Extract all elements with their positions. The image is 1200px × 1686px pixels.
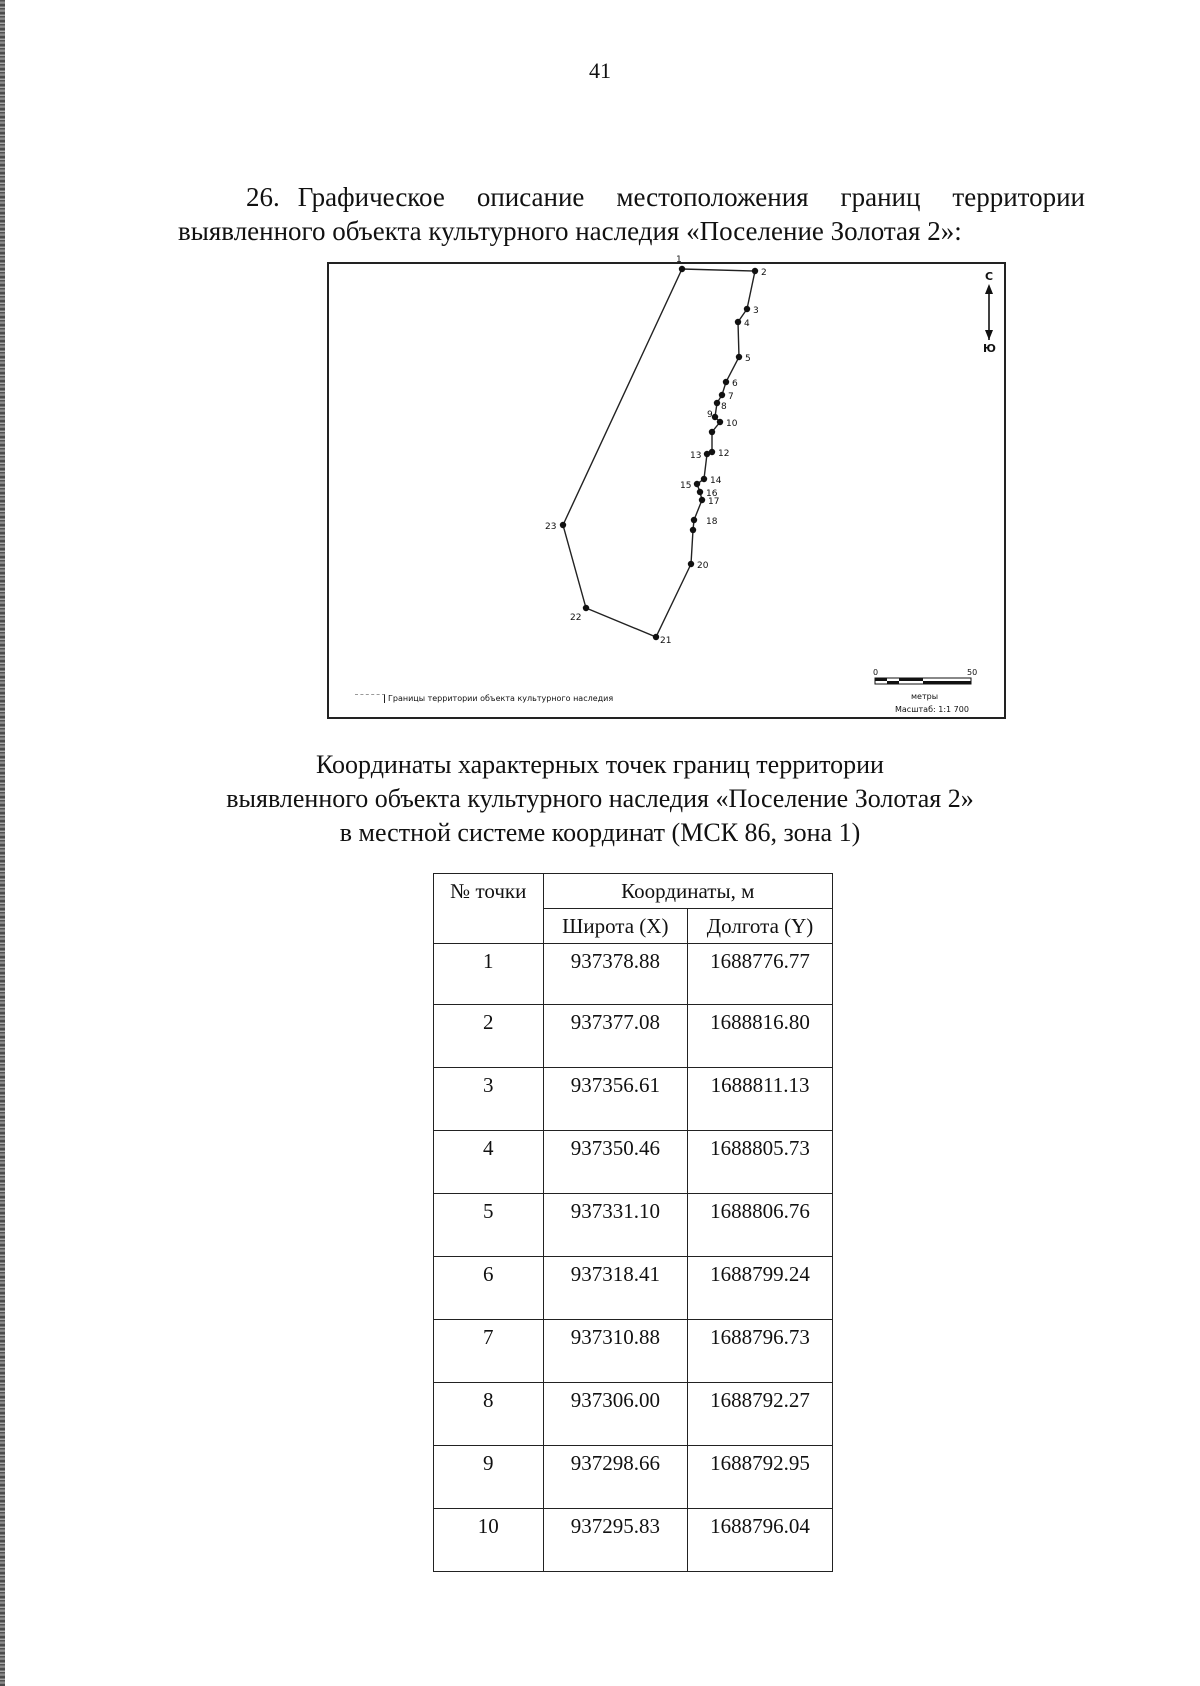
boundary-point-marker — [701, 476, 707, 482]
boundary-point-label: 10 — [726, 419, 738, 429]
table-row — [434, 944, 833, 1005]
header-point-number: № точки — [434, 874, 544, 944]
coordinates-title — [0, 748, 1200, 850]
heading-index: 26. — [246, 182, 280, 212]
boundary-point-marker — [653, 634, 659, 640]
table-cell-num: 8 — [434, 1383, 544, 1446]
boundary-point-label: 7 — [728, 392, 734, 402]
table-cell-x: 937298.66 — [543, 1446, 688, 1509]
boundary-point-marker — [691, 517, 697, 523]
table-cell-x: 937295.83 — [543, 1509, 688, 1572]
scale-ratio-label: Масштаб: 1:1 700 — [895, 705, 969, 714]
compass-arrow-head-icon — [985, 284, 993, 294]
boundary-point-marker — [583, 605, 589, 611]
table-cell-x: 937350.46 — [543, 1131, 688, 1194]
header-latitude: Широта (X) — [543, 909, 688, 944]
coordinates-title-line-3: в местной системе координат (МСК 86, зона 1) — [339, 818, 861, 847]
table-cell-y: 1688776.77 — [688, 944, 833, 1005]
boundary-point-label: 15 — [680, 481, 692, 491]
table-cell-num: 5 — [434, 1194, 544, 1257]
boundary-point-label: 3 — [753, 306, 759, 316]
map-legend — [355, 694, 613, 703]
boundary-point-marker — [699, 497, 705, 503]
table-cell-y: 1688796.04 — [688, 1509, 833, 1572]
boundary-map — [327, 255, 1006, 719]
compass-south-label: Ю — [983, 342, 996, 355]
table-row — [434, 1005, 833, 1068]
table-cell-y: 1688792.27 — [688, 1383, 833, 1446]
boundary-point-label: 13 — [690, 451, 702, 461]
boundary-point-marker — [712, 414, 718, 420]
boundary-point-marker — [719, 392, 725, 398]
table-cell-x: 937318.41 — [543, 1257, 688, 1320]
header-longitude: Долгота (Y) — [688, 909, 833, 944]
boundary-point-marker — [714, 400, 720, 406]
table-row — [434, 1509, 833, 1572]
table-cell-x: 937356.61 — [543, 1068, 688, 1131]
table-row — [434, 1257, 833, 1320]
table-cell-num: 7 — [434, 1320, 544, 1383]
boundary-point-marker — [679, 266, 685, 272]
boundary-point-label: 22 — [570, 613, 582, 623]
header-coordinates: Координаты, м — [543, 874, 832, 909]
scale-bar — [875, 678, 971, 684]
table-cell-x: 937331.10 — [543, 1194, 688, 1257]
compass-arrow-tail-icon — [985, 330, 993, 340]
scale-unit-label: метры — [911, 692, 939, 701]
boundary-point-label: 6 — [732, 379, 738, 389]
table-row — [434, 1131, 833, 1194]
table-cell-num: 1 — [434, 944, 544, 1005]
boundary-map-drawing — [329, 255, 1004, 717]
table-cell-num: 4 — [434, 1131, 544, 1194]
table-cell-x: 937377.08 — [543, 1005, 688, 1068]
coordinates-title-line-1: Координаты характерных точек границ территории — [316, 750, 884, 779]
boundary-point-label: 5 — [745, 354, 751, 364]
table-cell-num: 2 — [434, 1005, 544, 1068]
table-cell-y: 1688805.73 — [688, 1131, 833, 1194]
boundary-point-marker — [723, 379, 729, 385]
boundary-points — [545, 255, 767, 646]
scale-end-label: 50 — [967, 668, 978, 677]
boundary-point-label: 4 — [744, 319, 750, 329]
legend-swatch-icon — [355, 694, 385, 703]
table-cell-x: 937306.00 — [543, 1383, 688, 1446]
table-row — [434, 1068, 833, 1131]
table-row — [434, 1383, 833, 1446]
boundary-point-label: 21 — [660, 636, 672, 646]
legend-label: Границы территории объекта культурного наследия — [388, 694, 614, 703]
boundary-point-label: 18 — [706, 517, 718, 527]
table-cell-num: 10 — [434, 1509, 544, 1572]
heading-line-1 — [178, 180, 1085, 214]
table-cell-num: 3 — [434, 1068, 544, 1131]
boundary-point-label: 16 — [706, 489, 718, 499]
page-number: 41 — [589, 58, 611, 83]
boundary-point-marker — [735, 319, 741, 325]
boundary-point-label: 17 — [708, 497, 720, 507]
boundary-point-marker — [744, 306, 750, 312]
boundary-point-marker — [694, 481, 700, 487]
table-cell-y: 1688806.76 — [688, 1194, 833, 1257]
boundary-point-label: 14 — [710, 476, 722, 486]
table-row — [434, 1446, 833, 1509]
boundary-point-label: 23 — [545, 522, 557, 532]
table-cell-y: 1688799.24 — [688, 1257, 833, 1320]
boundary-point-label: 20 — [697, 561, 709, 571]
boundary-point-label: 1 — [676, 255, 682, 265]
table-cell-num: 6 — [434, 1257, 544, 1320]
table-cell-y: 1688792.95 — [688, 1446, 833, 1509]
boundary-point-marker — [560, 522, 566, 528]
boundary-point-label: 12 — [718, 449, 730, 459]
boundary-point-marker — [717, 419, 723, 425]
heading-text-1: Графическое описание местоположения границ территории — [297, 182, 1085, 212]
coordinates-table — [433, 873, 833, 1572]
table-cell-y: 1688816.80 — [688, 1005, 833, 1068]
boundary-point-marker — [736, 354, 742, 360]
boundary-point-marker — [709, 429, 715, 435]
boundary-point-label: 2 — [761, 268, 767, 278]
table-cell-x: 937310.88 — [543, 1320, 688, 1383]
boundary-point-marker — [690, 527, 696, 533]
scale-start-label: 0 — [873, 668, 879, 677]
table-cell-num: 9 — [434, 1446, 544, 1509]
section-heading — [178, 180, 1085, 248]
table-row — [434, 1320, 833, 1383]
boundary-point-marker — [697, 489, 703, 495]
coordinates-title-line-2: выявленного объекта культурного наследия «Поселение Золотая 2» — [226, 784, 974, 813]
boundary-point-label: 9 — [707, 410, 713, 420]
table-row — [434, 1194, 833, 1257]
heading-text-2: выявленного объекта культурного наследия «Поселение Золотая 2»: — [178, 216, 962, 246]
compass-north-label: С — [985, 270, 994, 283]
boundary-point-marker — [752, 268, 758, 274]
boundary-point-marker — [704, 451, 710, 457]
table-cell-y: 1688811.13 — [688, 1068, 833, 1131]
boundary-point-marker — [688, 561, 694, 567]
table-cell-x: 937378.88 — [543, 944, 688, 1005]
table-cell-y: 1688796.73 — [688, 1320, 833, 1383]
boundary-point-label: 8 — [721, 402, 727, 412]
